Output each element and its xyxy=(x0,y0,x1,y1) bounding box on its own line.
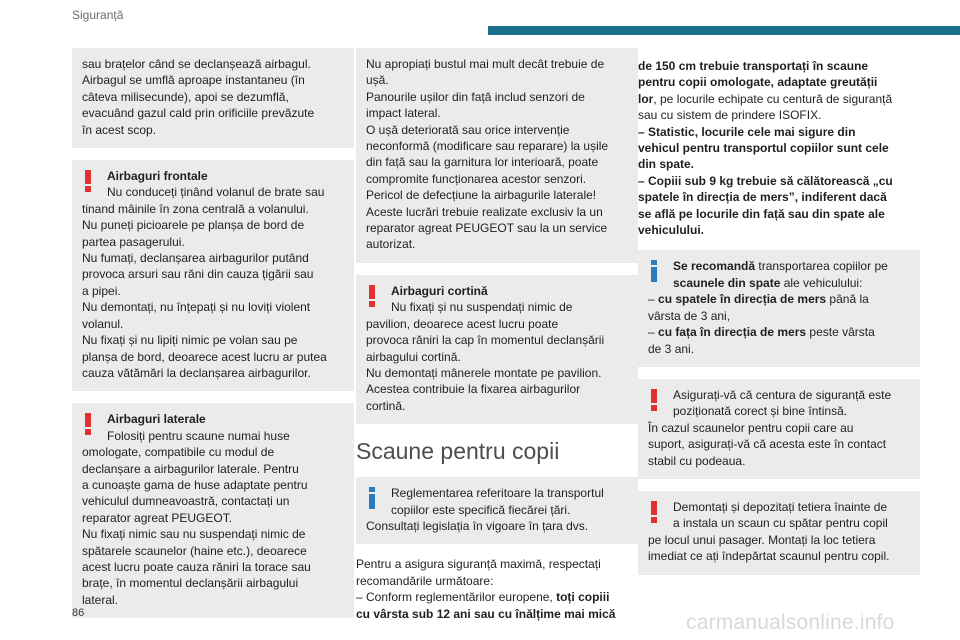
text-line: lateral. xyxy=(82,592,119,607)
section-heading: Scaune pentru copii xyxy=(356,438,560,465)
text-line: Nu fumați, declanșarea airbagurilor putând xyxy=(82,251,309,266)
text-line: impact lateral. xyxy=(366,106,441,121)
text-line: neconformă (modificare sau reparare) la ușile xyxy=(366,139,609,154)
text-line: din față sau la garnitura lor interioară, poate xyxy=(366,155,599,170)
text-line: stabil cu podeaua. xyxy=(648,453,746,468)
text-line: Folosiți pentru scaune numai huse xyxy=(107,428,290,443)
text-line: poziționată corect și bine întinsă. xyxy=(673,404,848,419)
text-fragment: peste vârsta xyxy=(806,325,875,340)
box-title: Airbaguri cortină xyxy=(391,283,488,298)
text-line: câteva milisecunde), apoi se dezumflă, xyxy=(82,89,289,104)
text-line: airbagului cortină. xyxy=(366,349,461,364)
text-line: Demontați și depozitați tetiera înainte de xyxy=(673,499,888,514)
text-line xyxy=(648,258,910,274)
warning-exclamation-icon xyxy=(650,501,664,523)
text-line: Panourile ușilor din față includ senzori de xyxy=(366,89,585,104)
text-fragment-bold: cu spatele în direcția de mers xyxy=(658,292,827,307)
seatbelt-warning-box xyxy=(638,379,920,479)
text-line xyxy=(648,291,910,307)
text-fragment: , pe locurile echipate cu centură de siguranță xyxy=(653,91,893,106)
text-line: Asigurați-vă că centura de siguranță este xyxy=(673,387,892,402)
text-line: sau brațelor când se declanșează airbagul. xyxy=(82,57,311,71)
text-line: brațe, în momentul declanșării airbagului xyxy=(82,576,299,591)
door-sensors-box xyxy=(356,48,638,263)
text-line: În cazul scaunelor pentru copii care au xyxy=(648,420,854,435)
text-line: copiilor este specifică fiecărei țări. xyxy=(391,502,571,517)
airbag-intro-box xyxy=(72,48,354,148)
text-line: Pentru a asigura siguranță maximă, respectați xyxy=(356,557,601,572)
text-fragment: – xyxy=(648,292,659,307)
text-line: Aceste lucrări trebuie realizate exclusiv la un xyxy=(366,204,603,219)
text-line: provoca arsuri sau răni din cauza țigării sau xyxy=(82,267,314,282)
text-fragment: transportarea copiilor pe xyxy=(755,259,888,274)
text-line: vehiculului. xyxy=(638,223,705,238)
text-fragment-bold: Se recomandă xyxy=(673,259,756,274)
frontal-airbags-warning xyxy=(72,160,354,391)
text-line: spătarele scaunelor (haine etc.), deoarece xyxy=(82,543,307,558)
text-line: de 150 cm trebuie transportați în scaune xyxy=(638,59,869,73)
text-line: Airbagul se umflă aproape instantaneu (în xyxy=(82,73,305,88)
text-line: din spate. xyxy=(638,157,695,172)
headrest-warning-box xyxy=(638,491,920,575)
text-line xyxy=(648,324,910,340)
text-line: – Statistic, locurile cele mai sigure din xyxy=(638,124,856,139)
text-line: de 3 ani. xyxy=(648,341,695,356)
watermark: carmanualsonline.info xyxy=(686,611,895,634)
text-fragment-bold: toți copiii xyxy=(556,590,610,605)
text-line: provoca răniri la cap în momentul declanșării xyxy=(366,333,605,348)
text-line: a cunoaște gama de huse adaptate pentru xyxy=(82,477,308,492)
side-airbags-warning xyxy=(72,403,354,618)
text-line: planșa de bord, deoarece acest lucru ar putea xyxy=(82,349,327,364)
text-line xyxy=(356,589,638,605)
text-line: Nu conduceți ținând volanul de brate sau xyxy=(107,185,325,200)
text-line: Nu fixați și nu lipiți nimic pe volan sau pe xyxy=(82,333,298,348)
text-line: evacuând gazul cald prin orificiile prevăzute xyxy=(82,106,315,121)
text-line: tinand mâinile în zona centrală a volanului. xyxy=(82,201,309,216)
text-line: spatele în direcția de mers”, indiferent dacă xyxy=(638,190,887,205)
header-accent-bar xyxy=(488,26,960,35)
text-line: Nu demontați, nu înțepați și nu loviți violent xyxy=(82,300,311,315)
curtain-airbags-warning xyxy=(356,275,638,424)
text-line: vârsta de 3 ani, xyxy=(648,308,731,323)
text-fragment: – Conform reglementărilor europene, xyxy=(356,590,557,605)
text-line xyxy=(638,91,920,107)
text-line: – Copiii sub 9 kg trebuie să călătorească „cu xyxy=(638,173,893,188)
info-icon xyxy=(368,487,382,509)
page-section-title: Siguranță xyxy=(72,8,124,22)
text-line: reparator agreat PEUGEOT. xyxy=(82,510,233,525)
info-icon xyxy=(650,260,664,282)
text-line: imediat ce ați îndepărtat scaunul pentru copil. xyxy=(648,549,890,564)
text-line: suport, asigurați-vă că acesta este în contact xyxy=(648,437,887,452)
text-line: a instala un scaun cu spătar pentru copil xyxy=(673,516,888,531)
text-line: reparator agreat PEUGEOT sau la un service xyxy=(366,221,608,236)
child-safety-paragraph xyxy=(356,556,638,622)
warning-exclamation-icon xyxy=(650,389,664,411)
text-line: Pericol de defecțiune la airbagurile laterale! xyxy=(366,188,597,203)
page-number: 86 xyxy=(72,607,85,619)
text-line: vehicul pentru transportul copiilor sunt cele xyxy=(638,141,889,156)
text-line: recomandările următoare: xyxy=(356,573,494,588)
text-line: compromite funcționarea acestor senzori. xyxy=(366,171,587,186)
text-line: autorizat. xyxy=(366,237,416,252)
text-line: pavilion, deoarece acest lucru poate xyxy=(366,316,559,331)
text-line: cortină. xyxy=(366,398,406,413)
column-3 xyxy=(638,48,920,587)
warning-exclamation-icon xyxy=(84,413,98,435)
text-line: partea pasagerului. xyxy=(82,234,185,249)
text-line: Nu fixați nimic sau nu suspendați nimic de xyxy=(82,527,306,542)
box-title: Airbaguri frontale xyxy=(107,169,208,184)
text-line: vehiculul dumneavoastră, contactați un xyxy=(82,494,290,509)
text-line: ușă. xyxy=(366,73,389,88)
text-line: Nu fixați și nu suspendați nimic de xyxy=(391,300,573,315)
text-line: Nu puneți picioarele pe planșa de bord de xyxy=(82,218,305,233)
text-line: se află pe locurile din față sau din spate ale xyxy=(638,206,885,221)
text-line: acest lucru poate cauza răniri la torace sau xyxy=(82,559,311,574)
text-line: O ușă deteriorată sau orice intervenție xyxy=(366,122,570,137)
text-line: Nu demontați mânerele montate pe pavilion. xyxy=(366,365,602,380)
text-line: cauza vătămări la declanșarea airbagurilor. xyxy=(82,365,311,380)
text-line: Reglementarea referitoare la transportul xyxy=(391,486,604,501)
text-line: Nu apropiați bustul mai mult decât trebuie de xyxy=(366,57,605,71)
text-fragment: până la xyxy=(826,292,869,307)
text-line: cu vârsta sub 12 ani sau cu înălțime mai mică xyxy=(356,606,616,621)
text-line: omologate, compatibile cu modul de xyxy=(82,445,275,460)
text-fragment-bold: cu fața în direcția de mers xyxy=(658,325,807,340)
text-line: a pipei. xyxy=(82,283,121,298)
text-line: pentru copii omologate, adaptate greutății xyxy=(638,75,878,90)
text-line: Consultați legislația în vigoare în țara dvs. xyxy=(366,518,589,533)
column-2 xyxy=(356,48,638,634)
text-line: Acestea contribuie la fixarea airbagurilor xyxy=(366,382,581,397)
rear-seats-info-box xyxy=(638,250,920,366)
text-fragment: – xyxy=(648,325,659,340)
text-line: în acest scop. xyxy=(82,122,157,137)
legislation-info-box xyxy=(356,477,638,544)
warning-exclamation-icon xyxy=(368,285,382,307)
text-fragment: ale vehiculului: xyxy=(780,275,863,290)
text-fragment-bold: lor xyxy=(638,91,654,106)
child-safety-continuation xyxy=(638,58,920,238)
text-line: sau cu sistem de prindere ISOFIX. xyxy=(638,108,822,123)
text-line: declanșare a airbagurilor laterale. Pentru xyxy=(82,461,299,476)
text-line: pe locul unui pasager. Montați la loc tetiera xyxy=(648,532,876,547)
box-title: Airbaguri laterale xyxy=(107,412,206,427)
column-1 xyxy=(72,48,354,630)
text-line xyxy=(648,275,910,291)
warning-exclamation-icon xyxy=(84,170,98,192)
text-fragment-bold: scaunele din spate xyxy=(673,275,781,290)
text-line: volanul. xyxy=(82,316,124,331)
